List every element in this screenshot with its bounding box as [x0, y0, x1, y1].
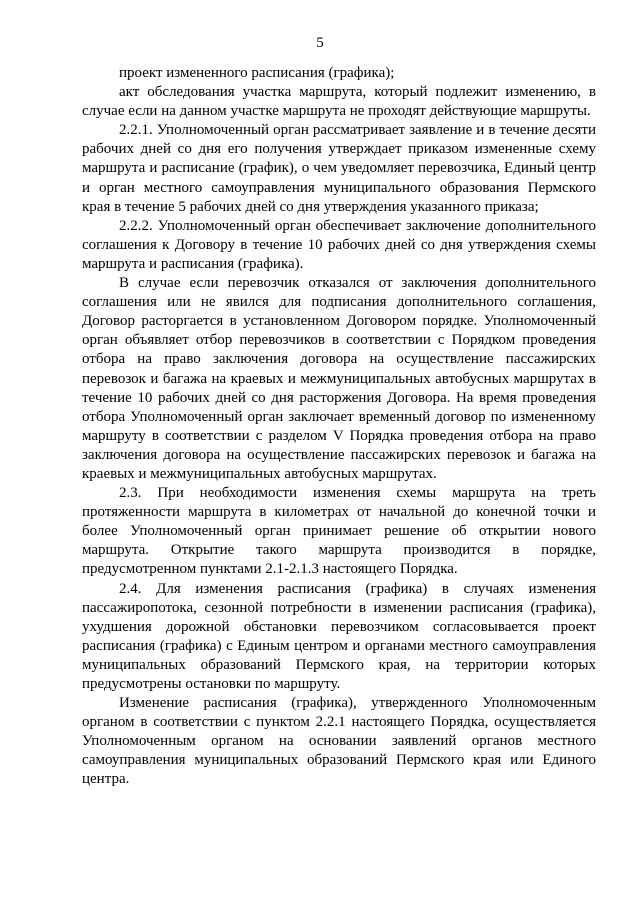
paragraph-2-3: 2.3. При необходимости изменения схемы маршрута на треть протяженности маршрута в километрах от начальной до конечной точки и более Уполномоченный орган принимает решение об открытии нового маршрута. Открытие такого маршрута производится в порядке, предусмотренном пунктами 2.1-2.1.3 настоящего Порядка. — [82, 485, 596, 578]
paragraph-schedule-change: Изменение расписания (графика), утвержденного Уполномоченным органом в соответствии с пунктом 2.2.1 настоящего Порядка, осуществляется Уполномоченным органом на основании заявлений органов местного самоуправления муниципальных образований Пермского края или Единого центра. — [82, 695, 596, 788]
paragraph-project-schedule: проект измененного расписания (графика); — [119, 65, 395, 81]
document-body — [82, 64, 596, 790]
page-number: 5 — [316, 35, 324, 51]
paragraph-2-2-1: 2.2.1. Уполномоченный орган рассматривает заявление и в течение десяти рабочих дней со дня его получения утверждает приказом измененные схему маршрута и расписание (график), о чем уведомляет перевозчика, Единый центр и орган местного самоуправления муниципального образования Пермского края в течение 5 рабочих дней со дня утверждения указанного приказа; — [82, 122, 596, 215]
paragraph-2-2-2: 2.2.2. Уполномоченный орган обеспечивает заключение дополнительного соглашения к Договору в течение 10 рабочих дней со дня утверждения схемы маршрута и расписания (графика). — [82, 217, 596, 272]
paragraph-route-survey-act: акт обследования участка маршрута, который подлежит изменению, в случае если на данном участке маршрута не проходят действующие маршруты. — [82, 84, 596, 120]
paragraph-2-4: 2.4. Для изменения расписания (графика) в случаях изменения пассажиропотока, сезонной потребности в изменении расписания (графика), ухудшения дорожной обстановки перевозчиком согласовывается проект расписания (графика) с Единым центром и органами местного самоуправления муниципальных образований Пермского края, на территории которых предусмотрены остановки по маршруту. — [82, 580, 596, 692]
paragraph-carrier-refusal: В случае если перевозчик отказался от заключения дополнительного соглашения или не явился для подписания дополнительного соглашения, Договор расторгается в установленном Договором порядке. Уполномоченный орган объявляет отбор перевозчиков в соответствии с Порядком проведения отбора на право заключения договора на осуществление пассажирских перевозок и багажа на краевых и межмуниципальных автобусных маршрутах в течение 10 рабочих дней со дня расторжения Договора. На время проведения отбора Уполномоченный орган заключает временный договор по измененному маршруту в соответствии с разделом V Порядка проведения отбора на право заключения договора на осуществление пассажирских перевозок и багажа на краевых и межмуниципальных автобусных маршрутах. — [82, 275, 596, 482]
